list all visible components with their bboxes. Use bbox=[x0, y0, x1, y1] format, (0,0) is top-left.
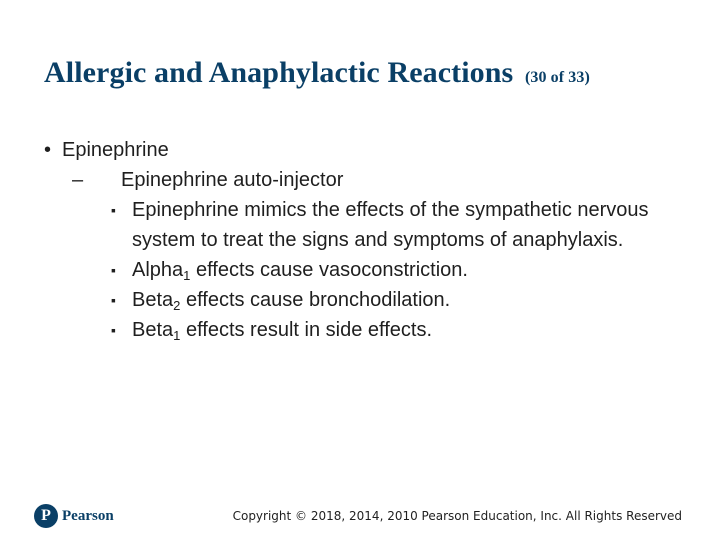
slide-count: (30 of 33) bbox=[524, 69, 590, 86]
bullet-text: Epinephrine mimics the effects of the sympathetic nervous system to treat the signs and symptoms of anaphylaxis. bbox=[132, 199, 649, 251]
pearson-logo-icon: P bbox=[34, 504, 58, 528]
dash-icon: – bbox=[72, 169, 84, 191]
text-prefix: Beta bbox=[132, 289, 174, 311]
bullet-list bbox=[44, 135, 694, 345]
bullet-dot-icon: • bbox=[44, 139, 52, 161]
pearson-logo-word: Pearson bbox=[62, 507, 114, 524]
square-bullet-icon: ▪ bbox=[111, 262, 116, 278]
subscript: 2 bbox=[173, 298, 181, 313]
bullet-text: Epinephrine auto-injector bbox=[121, 169, 344, 191]
square-bullet-icon: ▪ bbox=[111, 322, 116, 338]
bullet-text bbox=[132, 255, 692, 285]
text-suffix: effects cause bronchodilation. bbox=[180, 289, 451, 311]
text-suffix: effects cause vasoconstriction. bbox=[190, 259, 468, 281]
bullet-text bbox=[132, 315, 692, 345]
slide-title bbox=[44, 56, 704, 90]
slide-title-main: Allergic and Anaphylactic Reactions bbox=[44, 56, 514, 89]
bullet-text bbox=[132, 285, 692, 315]
bullet-level3 bbox=[44, 315, 694, 345]
text-prefix: Alpha bbox=[132, 259, 184, 281]
subscript: 1 bbox=[183, 268, 191, 283]
subscript: 1 bbox=[173, 328, 181, 343]
square-bullet-icon: ▪ bbox=[111, 292, 116, 308]
bullet-level1 bbox=[44, 135, 694, 165]
bullet-level3 bbox=[44, 285, 694, 315]
square-bullet-icon: ▪ bbox=[111, 202, 116, 218]
bullet-level3 bbox=[44, 195, 694, 255]
bullet-level2 bbox=[44, 165, 694, 195]
copyright-notice: Copyright © 2018, 2014, 2010 Pearson Education, Inc. All Rights Reserved bbox=[232, 509, 682, 523]
text-suffix: effects result in side effects. bbox=[180, 319, 433, 341]
bullet-level3 bbox=[44, 255, 694, 285]
pearson-logo bbox=[34, 504, 114, 528]
text-prefix: Beta bbox=[132, 319, 174, 341]
bullet-text: Epinephrine bbox=[62, 139, 169, 161]
